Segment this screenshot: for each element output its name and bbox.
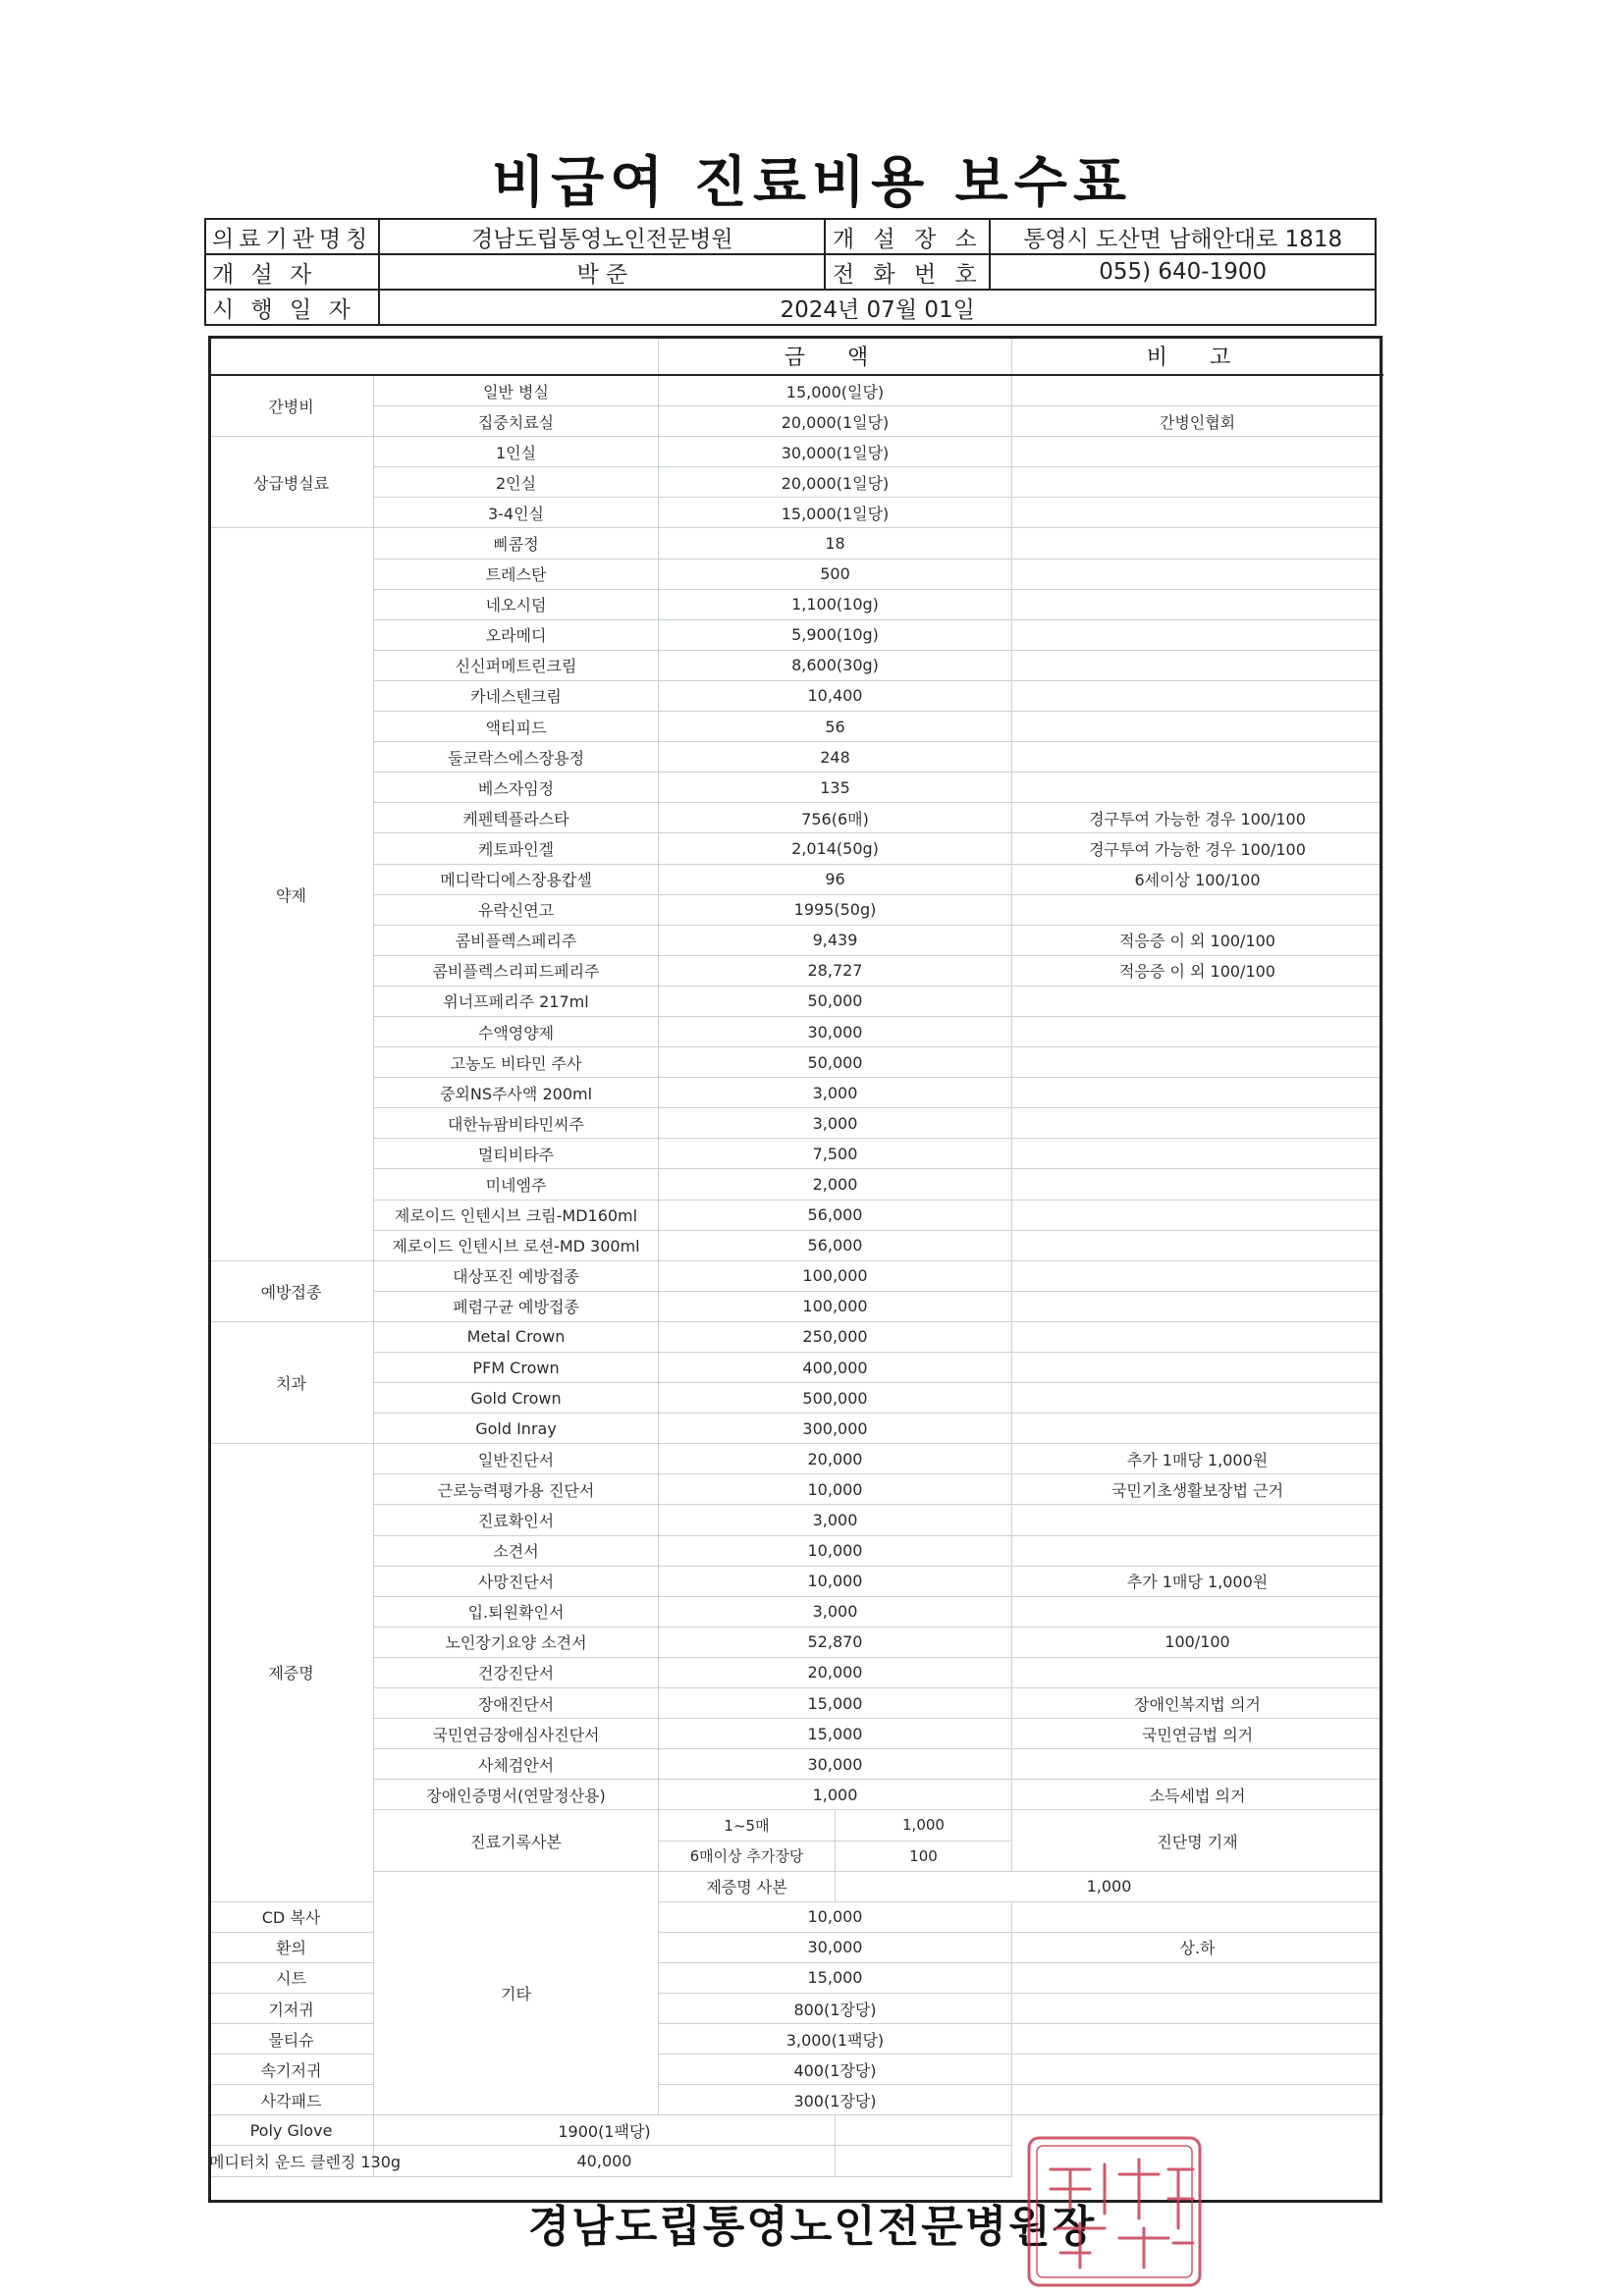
fee-amount: 15,000 xyxy=(659,1962,1012,1993)
fee-item: Gold Inray xyxy=(374,1414,659,1444)
fee-item: 베스자임정 xyxy=(374,773,659,803)
fee-item: 시트 xyxy=(209,1962,374,1993)
fee-item: 네오시덤 xyxy=(374,589,659,619)
fee-item: 진료확인서 xyxy=(374,1505,659,1535)
fee-item: 일반진단서 xyxy=(374,1444,659,1474)
fee-amount: 20,000 xyxy=(659,1444,1012,1474)
fee-amount: 3,000 xyxy=(659,1078,1012,1108)
location-label: 개 설 장 소 xyxy=(825,219,990,254)
fee-amount: 100,000 xyxy=(659,1260,1012,1291)
fee-item: 장애인증명서(연말정산용) xyxy=(374,1780,659,1810)
institution-label: 의료기관명칭 xyxy=(205,219,379,254)
fee-amount: 9,439 xyxy=(659,925,1012,955)
fee-note: 장애인복지법 의거 xyxy=(1012,1688,1383,1719)
category-drug: 약제 xyxy=(209,528,374,1260)
fee-item: 노인장기요양 소견서 xyxy=(374,1627,659,1657)
fee-item: 건강진단서 xyxy=(374,1657,659,1687)
institution-value: 경남도립통영노인전문병원 xyxy=(379,219,825,254)
fee-note: 100/100 xyxy=(1012,1627,1383,1657)
fee-note: 6세이상 100/100 xyxy=(1012,864,1383,894)
location-value: 통영시 도산면 남해안대로 1818 xyxy=(990,219,1376,254)
fee-note: 추가 1매당 1,000원 xyxy=(1012,1444,1383,1474)
fee-amount: 20,000(1일당) xyxy=(659,467,1012,498)
fee-item: 집중치료실 xyxy=(374,406,659,437)
fee-item: 환의 xyxy=(209,1932,374,1962)
fee-item: 근로능력평가용 진단서 xyxy=(374,1474,659,1505)
tier1-label: 1~5매 xyxy=(659,1810,836,1841)
category-dental: 치과 xyxy=(209,1321,374,1443)
fee-amount: 20,000 xyxy=(659,1657,1012,1687)
fee-item: 액티피드 xyxy=(374,712,659,742)
fee-item: 메디락디에스장용캅셀 xyxy=(374,864,659,894)
fee-note: 상.하 xyxy=(1012,1932,1383,1962)
fee-item: 신신퍼메트린크림 xyxy=(374,650,659,680)
fee-amount: 1,100(10g) xyxy=(659,589,1012,619)
fee-amount: 15,000(일당) xyxy=(659,375,1012,406)
fee-amount: 8,600(30g) xyxy=(659,650,1012,680)
tier2-amount: 100 xyxy=(836,1841,1012,1871)
document-title: 비급여 진료비용 보수표 xyxy=(492,151,1132,215)
fee-amount: 3,000(1팩당) xyxy=(659,2024,1012,2055)
fee-note: 추가 1매당 1,000원 xyxy=(1012,1566,1383,1596)
fee-amount: 3,000 xyxy=(659,1596,1012,1627)
fee-item: CD 복사 xyxy=(209,1901,374,1932)
founder-label: 개 설 자 xyxy=(205,254,379,290)
fee-note: 국민연금법 의거 xyxy=(1012,1719,1383,1749)
fee-amount: 3,000 xyxy=(659,1108,1012,1139)
fee-amount: 2,000 xyxy=(659,1169,1012,1200)
phone-label: 전 화 번 호 xyxy=(825,254,990,290)
fee-item: 1인실 xyxy=(374,437,659,467)
fee-amount: 300,000 xyxy=(659,1414,1012,1444)
fee-item: 대한뉴팜비타민씨주 xyxy=(374,1108,659,1139)
fee-item: 소견서 xyxy=(374,1535,659,1566)
fee-item: 2인실 xyxy=(374,467,659,498)
footer-signature: 경남도립통영노인전문병원장 xyxy=(527,2202,1097,2252)
fee-item: 국민연금장애심사진단서 xyxy=(374,1719,659,1749)
fee-item: 사각패드 xyxy=(209,2085,374,2115)
fee-amount: 10,000 xyxy=(659,1474,1012,1505)
fee-item: 유락신연고 xyxy=(374,894,659,925)
fee-amount: 10,000 xyxy=(659,1566,1012,1596)
fee-item: 메디터치 운드 클렌징 130g xyxy=(209,2146,374,2176)
fee-item: Metal Crown xyxy=(374,1321,659,1352)
fee-amount: 1,000 xyxy=(659,1780,1012,1810)
fee-item: 콤비플렉스페리주 xyxy=(374,925,659,955)
fee-amount: 30,000(1일당) xyxy=(659,437,1012,467)
fee-amount: 52,870 xyxy=(659,1627,1012,1657)
fee-amount: 300(1장당) xyxy=(659,2085,1012,2115)
fee-item: 진료기록사본 xyxy=(374,1810,659,1871)
fee-item: 수액영양제 xyxy=(374,1016,659,1046)
fee-amount: 756(6매) xyxy=(659,803,1012,833)
fee-item: 미네엠주 xyxy=(374,1169,659,1200)
fee-note: 적응증 이 외 100/100 xyxy=(1012,925,1383,955)
fee-item: 삐콤정 xyxy=(374,528,659,559)
fee-amount: 135 xyxy=(659,773,1012,803)
fee-amount: 400,000 xyxy=(659,1353,1012,1383)
fee-amount: 1900(1팩당) xyxy=(374,2115,836,2146)
fee-amount: 28,727 xyxy=(659,955,1012,986)
fee-item: 케펜텍플라스타 xyxy=(374,803,659,833)
fee-amount: 40,000 xyxy=(374,2146,836,2176)
fee-item: 속기저귀 xyxy=(209,2055,374,2085)
fee-item: 카네스텐크림 xyxy=(374,680,659,711)
date-label: 시 행 일 자 xyxy=(205,290,379,325)
fee-item: 제로이드 인텐시브 크림-MD160ml xyxy=(374,1200,659,1230)
fee-item: 콤비플렉스리피드페리주 xyxy=(374,955,659,986)
fee-amount: 800(1장당) xyxy=(659,1993,1012,2023)
fee-item: 중외NS주사액 200ml xyxy=(374,1078,659,1108)
fee-amount: 250,000 xyxy=(659,1321,1012,1352)
fee-amount: 20,000(1일당) xyxy=(659,406,1012,437)
fee-note: 간병인협회 xyxy=(1012,406,1383,437)
institution-info-table xyxy=(204,218,1377,326)
fee-item: 케토파인겔 xyxy=(374,833,659,864)
fee-amount: 56 xyxy=(659,712,1012,742)
fee-item: 둘코락스에스장용정 xyxy=(374,742,659,773)
fee-amount: 15,000 xyxy=(659,1719,1012,1749)
fee-item: PFM Crown xyxy=(374,1353,659,1383)
fee-item: 사망진단서 xyxy=(374,1566,659,1596)
note-column-header: 비 고 xyxy=(1012,337,1383,376)
fee-item: 물티슈 xyxy=(209,2024,374,2055)
fee-item: 위너프페리주 217ml xyxy=(374,986,659,1016)
fee-item: 트레스탄 xyxy=(374,559,659,589)
fee-amount: 3,000 xyxy=(659,1505,1012,1535)
fee-amount: 30,000 xyxy=(659,1749,1012,1780)
fee-amount: 50,000 xyxy=(659,986,1012,1016)
phone-value: 055) 640-1900 xyxy=(990,254,1376,290)
fee-item: 3-4인실 xyxy=(374,498,659,528)
fee-amount: 7,500 xyxy=(659,1139,1012,1169)
founder-value: 박 준 xyxy=(379,254,825,290)
fee-amount: 18 xyxy=(659,528,1012,559)
fee-note: 국민기초생활보장법 근거 xyxy=(1012,1474,1383,1505)
fee-item: 멀티비타주 xyxy=(374,1139,659,1169)
amount-column-header: 금 액 xyxy=(659,337,1012,376)
fee-item: 대상포진 예방접종 xyxy=(374,1260,659,1291)
fee-amount: 500 xyxy=(659,559,1012,589)
tier2-label: 6매이상 추가장당 xyxy=(659,1841,836,1871)
fee-item: 입.퇴원확인서 xyxy=(374,1596,659,1627)
fee-item: 사체검안서 xyxy=(374,1749,659,1780)
official-seal xyxy=(1021,2130,1208,2292)
fee-item: 제증명 사본 xyxy=(659,1871,836,1901)
fee-amount: 248 xyxy=(659,742,1012,773)
category-vaccine: 예방접종 xyxy=(209,1260,374,1321)
fee-note: 적응증 이 외 100/100 xyxy=(1012,955,1383,986)
fee-amount: 400(1장당) xyxy=(659,2055,1012,2085)
date-value: 2024년 07월 01일 xyxy=(379,290,1376,325)
table-outer-border xyxy=(208,336,1382,2203)
fee-amount: 30,000 xyxy=(659,1932,1012,1962)
fee-note: 소득세법 의거 xyxy=(1012,1780,1383,1810)
fee-amount: 10,000 xyxy=(659,1901,1012,1932)
fee-item: Gold Crown xyxy=(374,1383,659,1414)
fee-item: 일반 병실 xyxy=(374,375,659,406)
fee-amount: 50,000 xyxy=(659,1047,1012,1078)
fee-amount: 56,000 xyxy=(659,1200,1012,1230)
fee-amount: 10,000 xyxy=(659,1535,1012,1566)
fee-amount: 56,000 xyxy=(659,1230,1012,1260)
fee-amount: 96 xyxy=(659,864,1012,894)
fee-amount: 10,400 xyxy=(659,680,1012,711)
category-room: 상급병실료 xyxy=(209,437,374,528)
category-cert: 제증명 xyxy=(209,1444,374,1901)
fee-item: 제로이드 인텐시브 로션-MD 300ml xyxy=(374,1230,659,1260)
fee-amount: 1,000 xyxy=(836,1871,1383,1901)
fee-item: Poly Glove xyxy=(209,2115,374,2146)
fee-amount: 100,000 xyxy=(659,1291,1012,1321)
fee-amount: 15,000(1일당) xyxy=(659,498,1012,528)
fee-item: 기저귀 xyxy=(209,1993,374,2023)
fee-item: 장애진단서 xyxy=(374,1688,659,1719)
fee-amount: 1995(50g) xyxy=(659,894,1012,925)
fee-amount: 30,000 xyxy=(659,1016,1012,1046)
fee-item: 고농도 비타민 주사 xyxy=(374,1047,659,1078)
fee-item: 오라메디 xyxy=(374,619,659,650)
fee-amount: 500,000 xyxy=(659,1383,1012,1414)
fee-note: 진단명 기재 xyxy=(1012,1810,1383,1871)
category-ganbyeong: 간병비 xyxy=(209,375,374,437)
fee-note: 경구투여 가능한 경우 100/100 xyxy=(1012,833,1383,864)
tier1-amount: 1,000 xyxy=(836,1810,1012,1841)
fee-note: 경구투여 가능한 경우 100/100 xyxy=(1012,803,1383,833)
fee-amount: 15,000 xyxy=(659,1688,1012,1719)
category-etc: 기타 xyxy=(374,1871,659,2115)
fee-item: 폐렴구균 예방접종 xyxy=(374,1291,659,1321)
fee-amount: 2,014(50g) xyxy=(659,833,1012,864)
fee-amount: 5,900(10g) xyxy=(659,619,1012,650)
